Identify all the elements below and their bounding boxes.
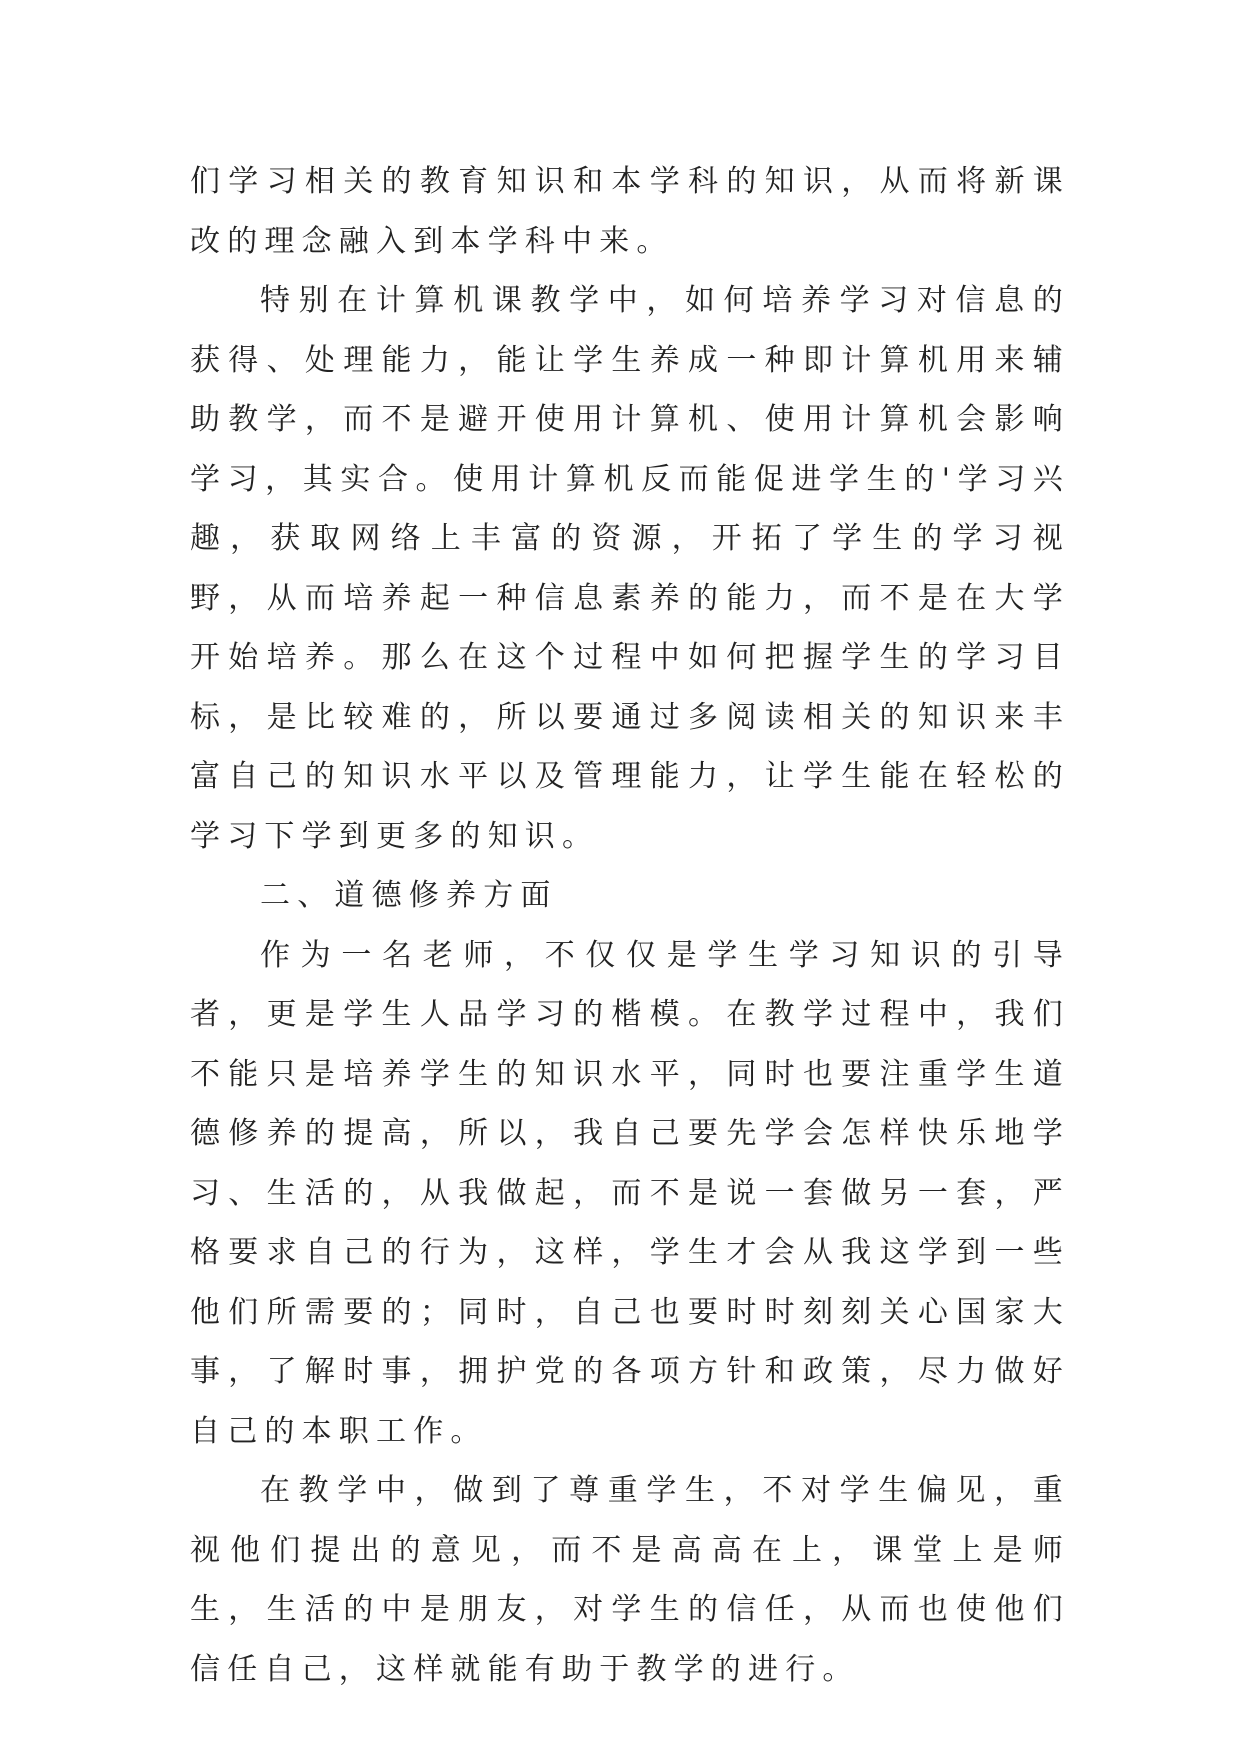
- paragraph-teacher-role: 作为一名老师，不仅仅是学生学习知识的引导者，更是学生人品学习的楷模。在教学过程中，我们不能只是培养学生的知识水平，同时也要注重学生道德修养的提高，所以，我自己要先学会怎样快乐地学习、生活的，从我做起，而不是说一套做另一套，严格要求自己的行为，这样，学生才会从我这学到一些他们所需要的；同时，自己也要时时刻刻关心国家大事，了解时事，拥护党的各项方针和政策，尽力做好自己的本职工作。: [190, 937, 1070, 1449]
- paragraph-continuation: 们学习相关的教育知识和本学科的知识，从而将新课改的理念融入到本学科中来。: [190, 164, 1070, 259]
- document-body: [190, 152, 1070, 1699]
- paragraph-computer-teaching: 特别在计算机课教学中，如何培养学习对信息的获得、处理能力，能让学生养成一种即计算机用来辅助教学，而不是避开使用计算机、使用计算机会影响学习，其实合。使用计算机反而能促进学生的'学习兴趣，获取网络上丰富的资源，开拓了学生的学习视野，从而培养起一种信息素养的能力，而不是在大学开始培养。那么在这个过程中如何把握学生的学习目标，是比较难的，所以要通过多阅读相关的知识来丰富自己的知识水平以及管理能力，让学生能在轻松的学习下学到更多的知识。: [190, 283, 1070, 854]
- paragraph-respect-students: 在教学中，做到了尊重学生，不对学生偏见，重视他们提出的意见，而不是高高在上，课堂上是师生，生活的中是朋友，对学生的信任，从而也使他们信任自己，这样就能有助于教学的进行。: [190, 1473, 1070, 1687]
- section-heading-moral: 二、道德修养方面: [260, 878, 558, 913]
